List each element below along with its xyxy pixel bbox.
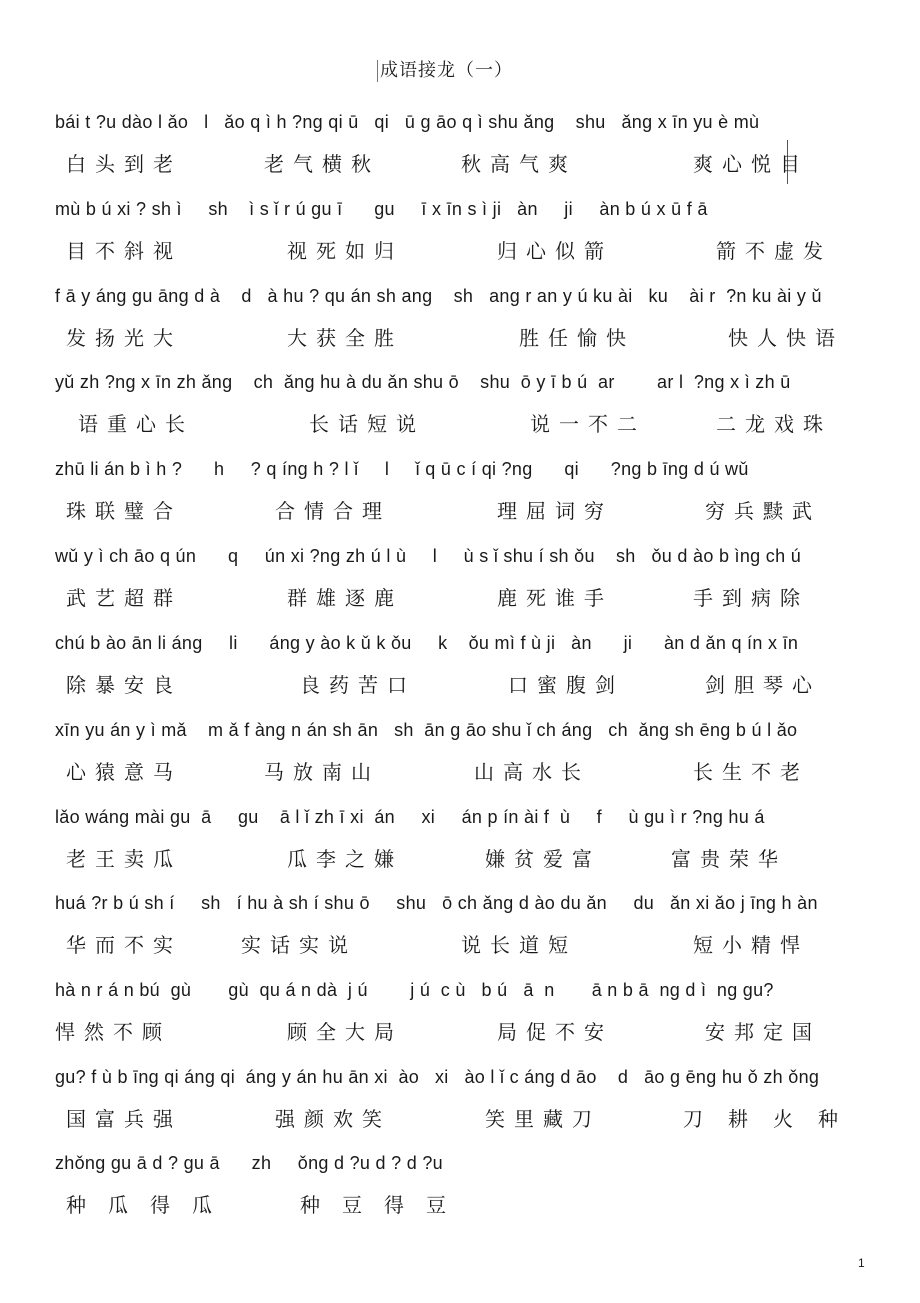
idiom: 老气横秋 — [264, 152, 380, 176]
idiom: 箭不虚发 — [716, 239, 832, 263]
idiom-line — [0, 1019, 920, 1047]
pinyin-line: hà n r á n bú gù gù qu á n dà j ú j ú c ù b ú ā n ā n b ā ng d ì ng gu? — [55, 980, 774, 1000]
idiom: 秋高气爽 — [461, 152, 577, 176]
idiom-line — [0, 672, 920, 700]
idiom-line — [0, 932, 920, 960]
idiom-line — [0, 1192, 920, 1220]
idiom: 大获全胜 — [287, 326, 403, 350]
idiom-line — [0, 585, 920, 613]
pinyin-line: bái t ?u dào l ǎo l ǎo q ì h ?ng qi ū qi ū g āo q ì shu ǎng shu ǎng x īn yu è mù — [55, 112, 760, 132]
idiom: 笑里藏刀 — [485, 1107, 601, 1131]
idiom: 合情合理 — [275, 499, 391, 523]
idiom-line — [0, 759, 920, 787]
idiom: 华而不实 — [66, 933, 182, 957]
idiom: 说长道短 — [461, 933, 577, 957]
page-number: 1 — [858, 1256, 865, 1270]
idiom: 珠联璧合 — [66, 499, 182, 523]
pinyin-line: chú b ào ān li áng li áng y ào k ǔ k ǒu k ǒu mì f ù ji àn ji àn d ǎn q ín x īn — [55, 633, 799, 653]
idiom-line — [0, 1106, 920, 1134]
idiom: 马放南山 — [264, 760, 380, 784]
idiom: 嫌贫爱富 — [485, 847, 601, 871]
pinyin-line: lǎo wáng mài gu ā gu ā l ǐ zh ī xi án xi án p ín ài f ù f ù gu ì r ?ng hu á — [55, 807, 765, 827]
pinyin-line: mù b ú xi ? sh ì sh ì s ǐ r ú gu ī gu ī x īn s ì ji àn ji àn b ú x ū f ā — [55, 199, 708, 219]
idiom: 归心似箭 — [497, 239, 613, 263]
pinyin-line: f ā y áng gu āng d à d à hu ? qu án sh ang sh ang r an y ú ku ài ku ài r ?n ku ài y ǔ — [55, 286, 822, 306]
idiom: 悍然不顾 — [55, 1020, 171, 1044]
pinyin-line: wǔ y ì ch āo q ún q ún xi ?ng zh ú l ù l ù s ǐ shu í sh ǒu sh ǒu d ào b ìng ch ú — [55, 546, 802, 566]
idiom: 顾全大局 — [287, 1020, 403, 1044]
idiom: 国富兵强 — [66, 1107, 182, 1131]
idiom: 语重心长 — [78, 412, 194, 436]
idiom: 白头到老 — [66, 152, 182, 176]
pinyin-line: gu? f ù b īng qi áng qi áng y án hu ān xi ào xi ào l ǐ c áng d āo d āo g ēng hu ǒ zh ǒng — [55, 1067, 820, 1087]
idiom: 短小精悍 — [693, 933, 809, 957]
idiom: 种瓜得瓜 — [66, 1193, 234, 1217]
idiom: 安邦定国 — [705, 1020, 821, 1044]
idiom: 剑胆琴心 — [705, 673, 821, 697]
idiom-line — [0, 411, 920, 439]
idiom: 目不斜视 — [66, 239, 182, 263]
idiom: 良药苦口 — [300, 673, 416, 697]
idiom: 心猿意马 — [66, 760, 182, 784]
idiom: 理屈词穷 — [497, 499, 613, 523]
idiom: 刀耕火种 — [683, 1107, 863, 1131]
idiom: 局促不安 — [497, 1020, 613, 1044]
idiom: 胜任愉快 — [519, 326, 635, 350]
idiom: 武艺超群 — [66, 586, 182, 610]
pinyin-line: yǔ zh ?ng x īn zh ǎng ch ǎng hu à du ǎn shu ō shu ō y ī b ú ar ar l ?ng x ì zh ū — [55, 372, 791, 392]
idiom-line — [0, 238, 920, 266]
idiom: 快人快语 — [728, 326, 844, 350]
idiom-line — [0, 151, 920, 179]
idiom: 视死如归 — [287, 239, 403, 263]
idiom: 种豆得豆 — [300, 1193, 468, 1217]
idiom: 实话实说 — [241, 933, 357, 957]
idiom: 发扬光大 — [66, 326, 182, 350]
pinyin-line: zhū li án b ì h ? h ? q íng h ? l ǐ l ǐ q ū c í qi ?ng qi ?ng b īng d ú wǔ — [55, 459, 749, 479]
idiom: 鹿死谁手 — [497, 586, 613, 610]
document-title: 成语接龙（一） — [377, 60, 513, 82]
idiom: 说一不二 — [530, 412, 646, 436]
idiom: 长话短说 — [309, 412, 425, 436]
idiom: 山高水长 — [474, 760, 590, 784]
idiom: 除暴安良 — [66, 673, 182, 697]
idiom: 瓜李之嫌 — [287, 847, 403, 871]
idiom: 口蜜腹剑 — [508, 673, 624, 697]
idiom-line — [0, 498, 920, 526]
idiom: 老王卖瓜 — [66, 847, 182, 871]
idiom: 二龙戏珠 — [716, 412, 832, 436]
idiom: 群雄逐鹿 — [287, 586, 403, 610]
idiom: 手到病除 — [693, 586, 809, 610]
idiom-line — [0, 325, 920, 353]
idiom: 长生不老 — [693, 760, 809, 784]
idiom: 穷兵黩武 — [705, 499, 821, 523]
idiom: 强颜欢笑 — [275, 1107, 391, 1131]
pinyin-line: huá ?r b ú sh í sh í hu à sh í shu ō shu ō ch ǎng d ào du ǎn du ǎn xi ǎo j īng h àn — [55, 893, 818, 913]
idiom: 富贵荣华 — [671, 847, 787, 871]
idiom: 爽心悦目 — [693, 152, 809, 176]
idiom-line — [0, 846, 920, 874]
pinyin-line: xīn yu án y ì mǎ m ǎ f àng n án sh ān sh ān g āo shu ǐ ch áng ch ǎng sh ēng b ú l ǎo — [55, 720, 798, 740]
pinyin-line: zhǒng gu ā d ? gu ā zh ǒng d ?u d ? d ?u — [55, 1153, 443, 1173]
